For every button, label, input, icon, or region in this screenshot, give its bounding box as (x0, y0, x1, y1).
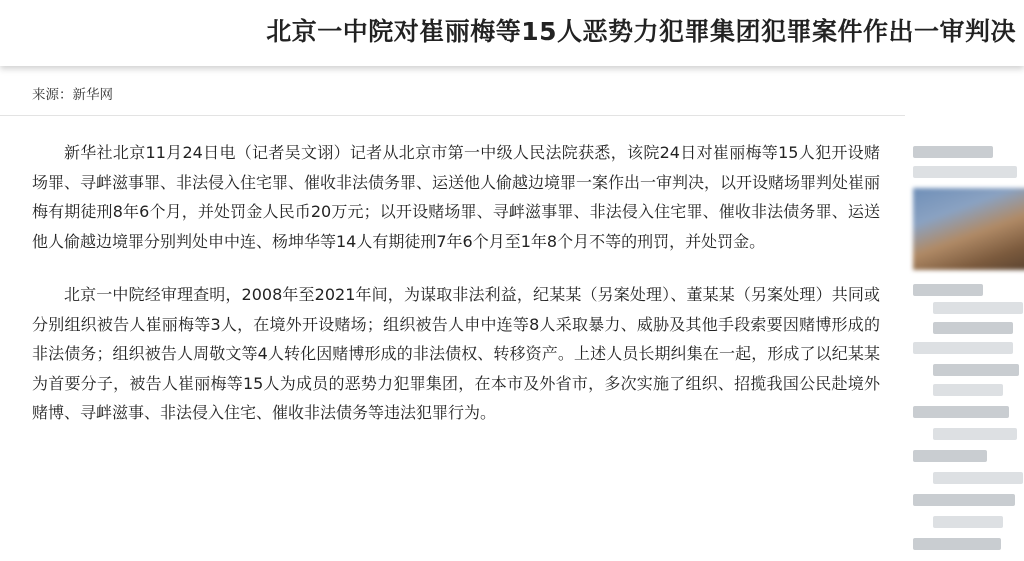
sidebar-blurred-link[interactable] (933, 302, 1023, 314)
sidebar-blurred-link[interactable] (933, 322, 1013, 334)
sidebar-blurred-link[interactable] (933, 472, 1023, 484)
page-title: 北京一中院对崔丽梅等15人恶势力犯罪集团犯罪案件作出一审判决 (266, 17, 1016, 46)
article-source: 来源：新华网 (32, 87, 113, 103)
divider (0, 115, 905, 116)
article-paragraph: 北京一中院经审理查明，2008年至2021年间，为谋取非法利益，纪某某（另案处理）、董某某（另案处理）共同或分别组织被告人崔丽梅等3人，在境外开设赌场；组织被告人申中连等8人采取暴力、威胁及其他手段索要因赌博形成的非法债务；组织被告人周敬文等4人转化因赌博形成的非法债权、转移资产。上述人员长期纠集在一起，形成了以纪某某为首要分子，被告人崔丽梅等15人为成员的恶势力犯罪集团，在本市及外省市，多次实施了组织、招揽我国公民赴境外赌博、寻衅滋事、非法侵入住宅、催收非法债务等违法犯罪行为。 (32, 285, 880, 422)
sidebar-blurred-link[interactable] (913, 538, 1001, 550)
sidebar-blurred-link[interactable] (913, 406, 1009, 418)
article-paragraph: 新华社北京11月24日电（记者吴文诩）记者从北京市第一中级人民法院获悉，该院24日对崔丽梅等15人犯开设赌场罪、寻衅滋事罪、非法侵入住宅罪、催收非法债务罪、运送他人偷越边境罪一案作出一审判决，以开设赌场罪判处崔丽梅有期徒刑8年6个月，并处罚金人民币20万元；以开设赌场罪、寻衅滋事罪、非法侵入住宅罪、催收非法债务罪、运送他人偷越边境罪分别判处申中连、杨坤华等14人有期徒刑7年6个月至1年8个月不等的刑罚，并处罚金。 (32, 143, 881, 251)
sidebar-blurred-link[interactable] (913, 494, 1015, 506)
sidebar-blurred-link[interactable] (933, 384, 1003, 396)
sidebar-blurred-link[interactable] (933, 364, 1019, 376)
sidebar-blurred-link[interactable] (913, 284, 983, 296)
sidebar-blurred-link[interactable] (913, 342, 1013, 354)
sidebar-blurred-link[interactable] (913, 166, 1017, 178)
sidebar-blurred-link[interactable] (913, 450, 987, 462)
sidebar-blurred (905, 116, 1024, 561)
article-body (32, 138, 880, 452)
headline-bar (0, 0, 1024, 66)
sidebar-blurred-link[interactable] (913, 146, 993, 158)
sidebar-thumbnail[interactable] (913, 188, 1024, 270)
sidebar-blurred-link[interactable] (933, 428, 1017, 440)
sidebar-blurred-link[interactable] (933, 516, 1003, 528)
